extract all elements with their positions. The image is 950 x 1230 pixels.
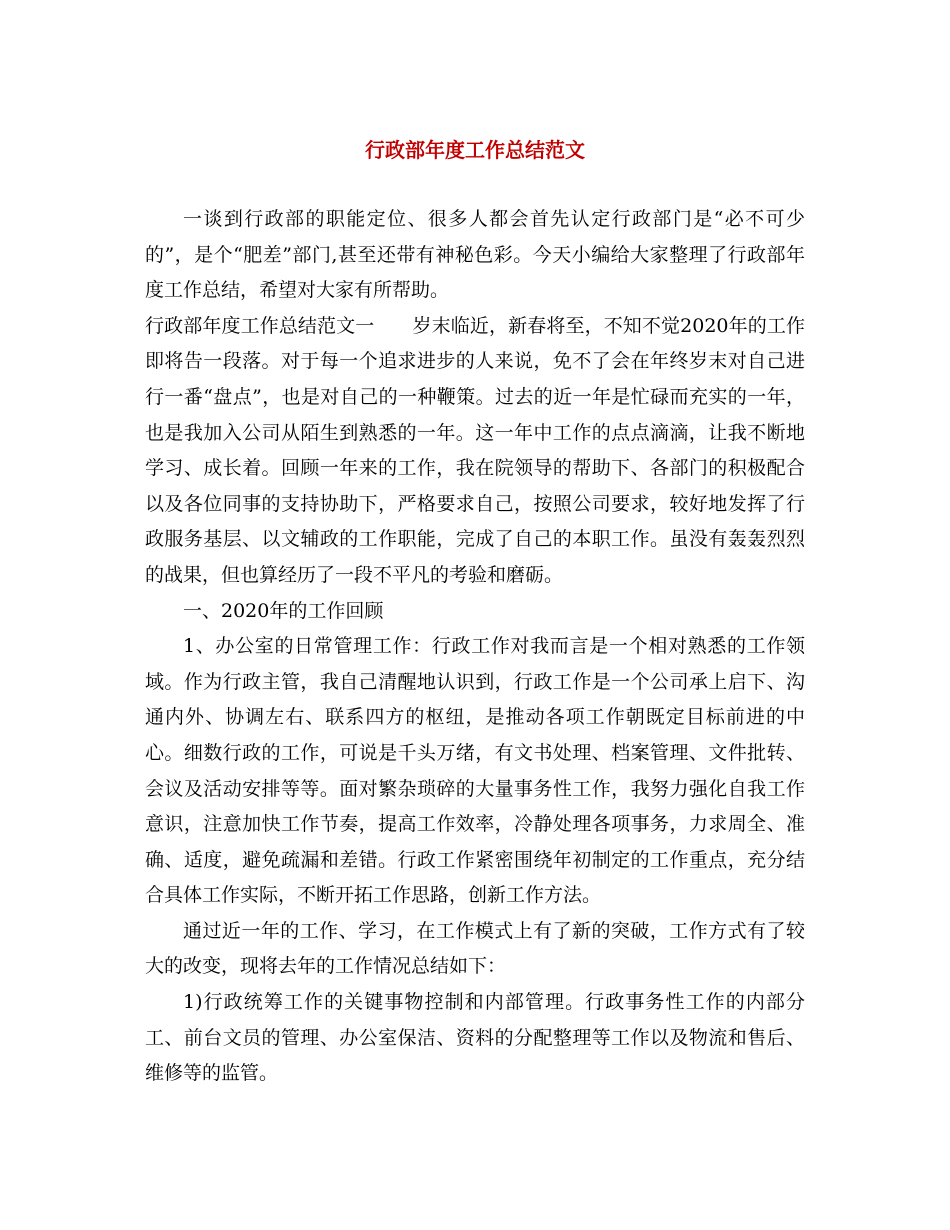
sample-opening: 岁末临近，新春将至，不知不觉2020年的工作即将告一段落。对于每一个追求进步的人来说，免不了会在年终岁末对自己进行一番“盘点”，也是对自己的一种鞭策。过去的近一年是忙碌而充实的一年，也是我加入公司从陌生到熟悉的一年。这一年中工作的点点滴滴，让我不断地学习、成长着。回顾一年来的工作，我在院领导的帮助下、各部门的积极配合以及各位同事的支持协助下，严格要求自己，按照公司要求，较好地发挥了行政服务基层、以文辅政的工作职能，完成了自己的本职工作。虽没有轰轰烈烈的战果，但也算经历了一段不平凡的考验和磨砺。: [145, 314, 805, 586]
item-1-paragraph: 1、办公室的日常管理工作：行政工作对我而言是一个相对熟悉的工作领域。作为行政主管，我自己清醒地认识到，行政工作是一个公司承上启下、沟通内外、协调左右、联系四方的枢纽，是推动各项工作朝既定目标前进的中心。细数行政的工作，可说是千头万绪，有文书处理、档案管理、文件批转、会议及活动安排等等。面对繁杂琐碎的大量事务性工作，我努力强化自我工作意识，注意加快工作节奏，提高工作效率，冷静处理各项事务，力求周全、准确、适度，避免疏漏和差错。行政工作紧密围绕年初制定的工作重点，充分结合具体工作实际，不断开拓工作思路，创新工作方法。: [145, 635, 805, 907]
document-title: 行政部年度工作总结范文: [365, 138, 585, 162]
item-1-1-paragraph: 1)行政统筹工作的关键事物控制和内部管理。行政事务性工作的内部分工、前台文员的管理、办公室保洁、资料的分配整理等工作以及物流和售后、维修等的监管。: [145, 991, 805, 1085]
sample-heading: 行政部年度工作总结范文一: [145, 314, 375, 337]
intro-paragraph: 一谈到行政部的职能定位、很多人都会首先认定行政部门是“必不可少的”，是个“肥差”部门,甚至还带有神秘色彩。今天小编给大家整理了行政部年度工作总结，希望对大家有所帮助。: [145, 208, 805, 302]
summary-intro-paragraph: 通过近一年的工作、学习，在工作模式上有了新的突破，工作方式有了较大的改变，现将去年的工作情况总结如下：: [145, 919, 805, 978]
document-body: [145, 202, 805, 1092]
sample-paragraph: [145, 309, 805, 594]
section-heading: 一、2020年的工作回顾: [183, 599, 384, 622]
